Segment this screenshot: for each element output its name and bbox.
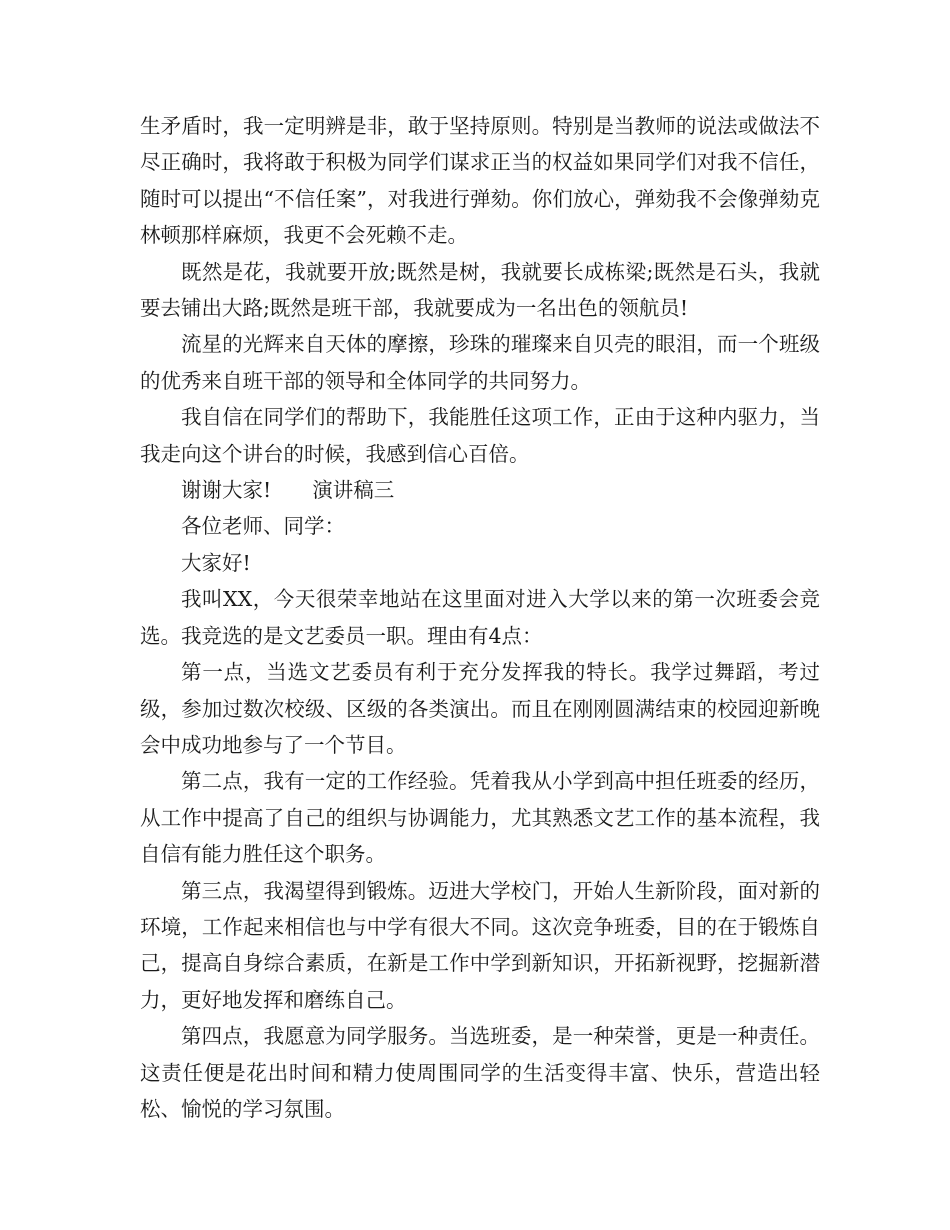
paragraph: 第二点，我有一定的工作经验。凭着我从小学到高中担任班委的经历，从工作中提高了自己的组织与协调能力，尤其熟悉文艺工作的基本流程，我自信有能力胜任这个职务。	[140, 769, 820, 867]
paragraph: 流星的光辉来自天体的摩擦，珍珠的璀璨来自贝壳的眼泪，而一个班级的优秀来自班干部的领导和全体同学的共同努力。	[140, 332, 820, 393]
paragraph-heading: 谢谢大家! 演讲稿三	[181, 478, 395, 503]
paragraph: 第三点，我渴望得到锻炼。迈进大学校门，开始人生新阶段，面对新的环境，工作起来相信也与中学有很大不同。这次竞争班委，目的在于锻炼自己，提高自身综合素质，在新是工作中学到新知识，开拓新视野，挖掘新潜力，更好地发挥和磨练自己。	[140, 878, 820, 1012]
document-body	[140, 108, 820, 1127]
paragraph: 既然是花，我就要开放;既然是树，我就要长成栋梁;既然是石头，我就要去铺出大路;既然是班干部，我就要成为一名出色的领航员!	[140, 259, 820, 321]
paragraph: 第一点，当选文艺委员有利于充分发挥我的特长。我学过舞蹈，考过级，参加过数次校级、区级的各类演出。而且在刚刚圆满结束的校园迎新晚会中成功地参与了一个节目。	[140, 660, 820, 757]
paragraph: 生矛盾时，我一定明辨是非，敢于坚持原则。特别是当教师的说法或做法不尽正确时，我将敢于积极为同学们谋求正当的权益如果同学们对我不信任，随时可以提出“不信任案”，对我进行弹劾。你们放心，弹劾我不会像弹劾克林顿那样麻烦，我更不会死赖不走。	[140, 114, 820, 248]
paragraph: 我自信在同学们的帮助下，我能胜任这项工作，正由于这种内驱力，当我走向这个讲台的时候，我感到信心百倍。	[140, 405, 820, 466]
paragraph: 我叫XX，今天很荣幸地站在这里面对进入大学以来的第一次班委会竞选。我竞选的是文艺委员一职。理由有4点：	[140, 587, 820, 648]
salutation: 各位老师、同学：	[181, 514, 345, 539]
greeting: 大家好!	[181, 550, 251, 575]
paragraph: 第四点，我愿意为同学服务。当选班委，是一种荣誉，更是一种责任。这责任便是花出时间和精力使周围同学的生活变得丰富、快乐，营造出轻松、愉悦的学习氛围。	[140, 1024, 820, 1121]
